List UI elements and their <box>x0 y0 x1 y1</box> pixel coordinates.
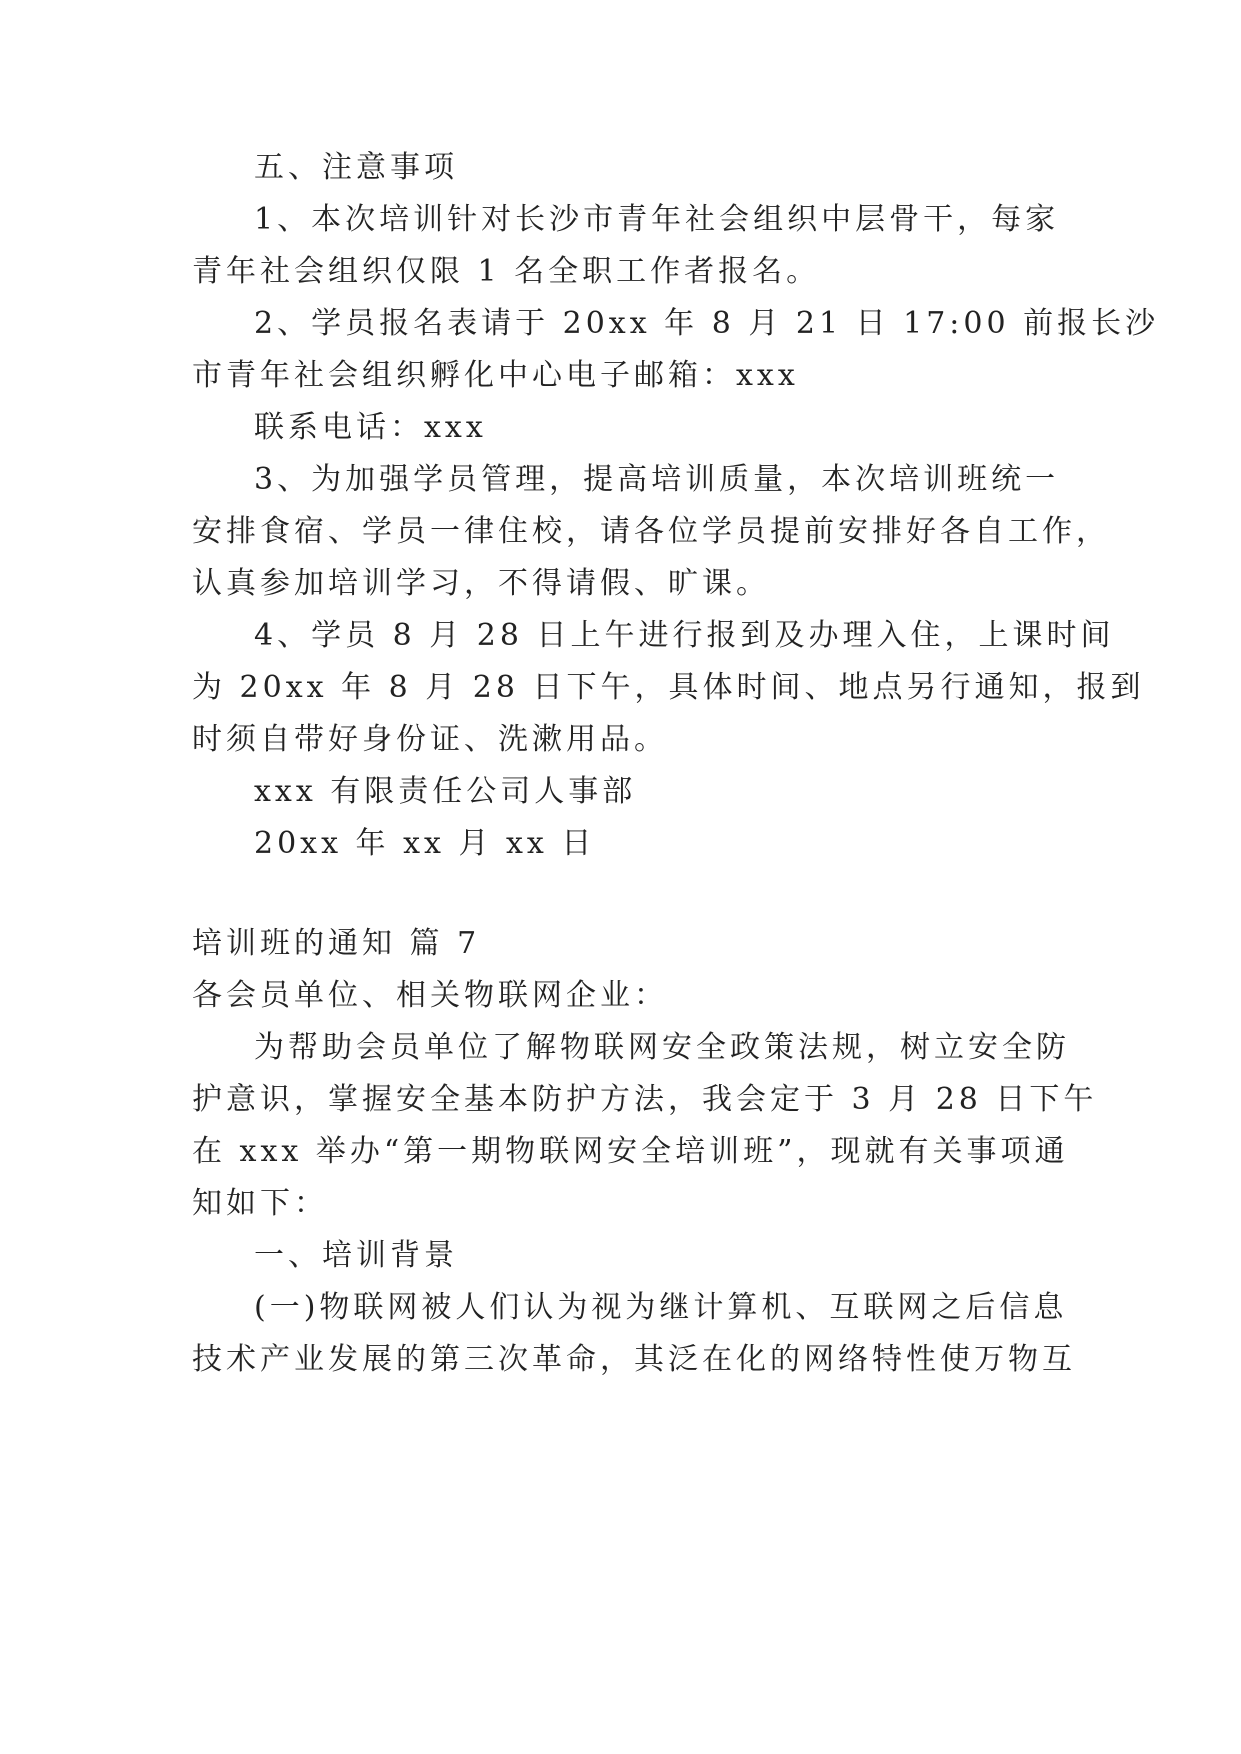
contact-phone: 联系电话：xxx <box>254 410 487 445</box>
part7-title: 培训班的通知 篇 7 <box>192 926 481 961</box>
item4-line3: 时须自带好身份证、洗漱用品。 <box>192 722 668 757</box>
background-line2: 技术产业发展的第三次革命，其泛在化的网络特性使万物互 <box>192 1342 1076 1377</box>
item1-line2: 青年社会组织仅限 1 名全职工作者报名。 <box>192 254 821 289</box>
item3-line1: 3、为加强学员管理，提高培训质量，本次培训班统一 <box>254 462 1060 497</box>
item1-line1: 1、本次培训针对长沙市青年社会组织中层骨干，每家 <box>254 202 1060 237</box>
intro-line2: 护意识，掌握安全基本防护方法，我会定于 3 月 28 日下午 <box>192 1082 1098 1117</box>
item2-line1: 2、学员报名表请于 20xx 年 8 月 21 日 17:00 前报长沙 <box>254 306 1160 341</box>
item3-line3: 认真参加培训学习，不得请假、旷课。 <box>192 566 770 601</box>
salutation: 各会员单位、相关物联网企业： <box>192 978 668 1013</box>
item4-line1: 4、学员 8 月 28 日上午进行报到及办理入住，上课时间 <box>254 618 1115 653</box>
item4-line2: 为 20xx 年 8 月 28 日下午，具体时间、地点另行通知，报到 <box>192 670 1145 705</box>
intro-line3: 在 xxx 举办“第一期物联网安全培训班”，现就有关事项通 <box>192 1134 1069 1169</box>
intro-line4: 知如下： <box>192 1186 328 1221</box>
section-one-heading: 一、培训背景 <box>254 1238 458 1273</box>
intro-line1: 为帮助会员单位了解物联网安全政策法规，树立安全防 <box>254 1030 1070 1065</box>
section-five-heading: 五、注意事项 <box>254 150 458 185</box>
background-line1: (一)物联网被人们认为视为继计算机、互联网之后信息 <box>254 1290 1068 1325</box>
signature: xxx 有限责任公司人事部 <box>254 774 637 809</box>
signature-date: 20xx 年 xx 月 xx 日 <box>254 826 596 861</box>
item2-line2: 市青年社会组织孵化中心电子邮箱：xxx <box>192 358 799 393</box>
item3-line2: 安排食宿、学员一律住校，请各位学员提前安排好各自工作， <box>192 514 1110 549</box>
